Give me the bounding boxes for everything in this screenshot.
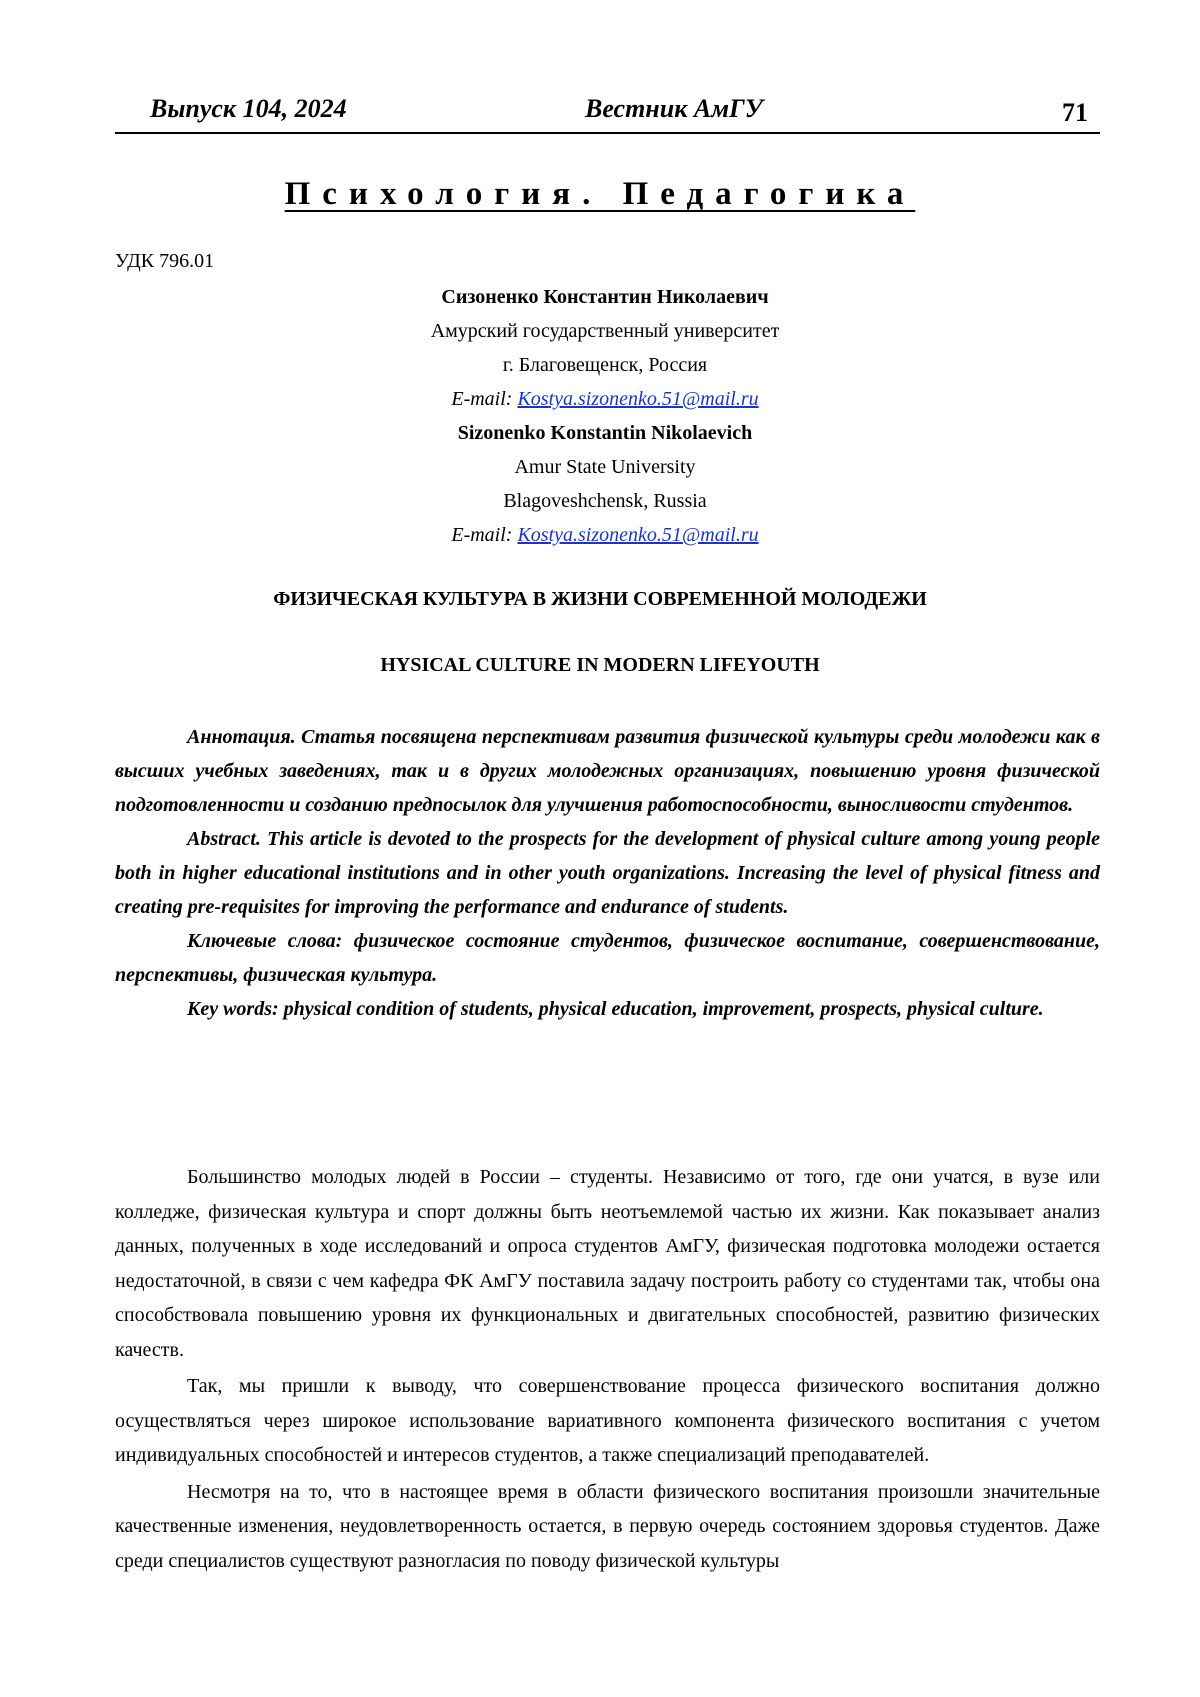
city-ru: г. Благовещенск, Россия xyxy=(502,354,708,376)
udk-code: УДК 796.01 xyxy=(115,250,215,272)
page-number: 71 xyxy=(1062,98,1088,127)
email-label-en: E-mail: xyxy=(451,524,518,546)
city-en: Blagoveshchensk, Russia xyxy=(503,490,707,512)
abstract-block xyxy=(115,720,1100,1026)
issue-label: Выпуск 104, 2024 xyxy=(150,94,347,123)
section-title xyxy=(0,176,1200,213)
running-header xyxy=(115,94,1100,134)
article-body xyxy=(115,1160,1100,1578)
author-name-en: Sizonenko Konstantin Nikolaevich xyxy=(457,422,753,444)
email-line-en xyxy=(300,518,910,552)
email-line-ru xyxy=(300,382,910,416)
email-link-en[interactable]: Kostya.sizonenko.51@mail.ru xyxy=(517,524,759,546)
body-paragraph-1: Большинство молодых людей в России – студенты. Независимо от того, где они учатся, в вузе или колледже, физическая культура и спорт должны быть неотъемлемой частью их жизни. Как показывает анализ данных, полученных в ходе исследований и опроса студентов АмГУ, физическая подготовка молодежи остается недостаточной, в связи с чем кафедра ФК АмГУ поставила задачу построить работу со студентами так, чтобы она способствовала повышению уровня их функциональных и двигательных способностей, развитию физических качеств. xyxy=(115,1166,1100,1361)
affiliation-en: Amur State University xyxy=(514,456,696,478)
section-title-text: Психология. Педагогика xyxy=(284,176,916,212)
email-link-ru[interactable]: Kostya.sizonenko.51@mail.ru xyxy=(517,388,759,410)
body-paragraph-2: Так, мы пришли к выводу, что совершенствование процесса физического воспитания должно осуществляться через широкое использование вариативного компонента физического воспитания с учетом индивидуальных способностей и интересов студентов, а также специализаций преподавателей. xyxy=(115,1375,1100,1466)
email-label-ru: E-mail: xyxy=(451,388,518,410)
article-title-en: HYSICAL CULTURE IN MODERN LIFEYOUTH xyxy=(380,654,820,676)
author-name-ru: Сизоненко Константин Николаевич xyxy=(441,286,769,308)
keywords-en: Key words: physical condition of students, physical education, improvement, prospects, physical culture. xyxy=(187,998,1044,1020)
affiliation-ru: Амурский государственный университет xyxy=(430,320,780,342)
abstract-en: Abstract. This article is devoted to the prospects for the development of physical culture among young people both in higher educational institutions and in other youth organizations. Increasing the level of physical fitness and creating pre-requisites for improving the performance and endurance of students. xyxy=(115,828,1100,918)
article-title-ru: ФИЗИЧЕСКАЯ КУЛЬТУРА В ЖИЗНИ СОВРЕМЕННОЙ МОЛОДЕЖИ xyxy=(273,588,927,610)
header-rule xyxy=(115,132,1100,134)
journal-name: Вестник АмГУ xyxy=(585,94,763,123)
keywords-ru: Ключевые слова: физическое состояние студентов, физическое воспитание, совершенствование, перспективы, физическая культура. xyxy=(115,930,1100,986)
author-block xyxy=(300,280,910,552)
body-paragraph-3: Несмотря на то, что в настоящее время в области физического воспитания произошли значительные качественные изменения, неудовлетворенность остается, в первую очередь состоянием здоровья студентов. Даже среди специалистов существуют разногласия по поводу физической культуры xyxy=(115,1480,1100,1572)
annotation-ru: Аннотация. Статья посвящена перспективам развития физической культуры среди молодежи как в высших учебных заведениях, так и в других молодежных организациях, повышению уровня физической подготовленности и созданию предпосылок для улучшения работоспособности, выносливости студентов. xyxy=(115,726,1100,816)
